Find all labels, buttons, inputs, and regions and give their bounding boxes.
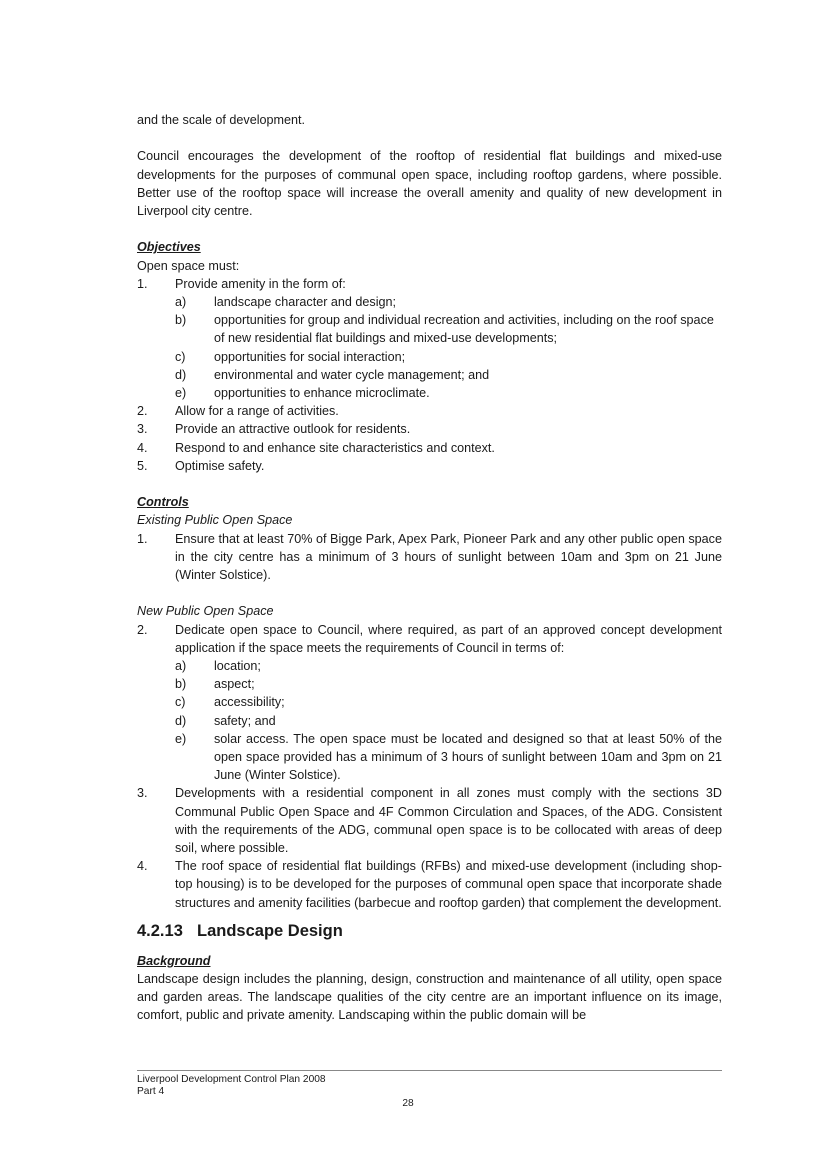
subitem-letter: c) (175, 695, 186, 710)
objective-item (137, 457, 722, 475)
item-number: 4. (137, 440, 148, 455)
footer-document-title: Liverpool Development Control Plan 2008 (137, 1074, 326, 1085)
subitem-text: solar access. The open space must be located and designed so that at least 50% of the open space provided has a minimum of 3 hours of sunlight between 10am and 3pm on 21 June (Winter Solstice). (214, 731, 722, 783)
item-text: Ensure that at least 70% of Bigge Park, Apex Park, Pioneer Park and any other public open space in the city centre has a minimum of 3 hours of sunlight between 10am and 3pm on 21 June (Winter Solstice). (175, 531, 722, 583)
item-text: Dedicate open space to Council, where required, as part of an approved concept development application if the space meets the requirements of Council in terms of: (175, 622, 722, 655)
subitem-letter: a) (175, 295, 187, 309)
objective-item (137, 275, 722, 293)
control-item (137, 784, 722, 857)
intro-line: and the scale of development. (137, 113, 306, 127)
item-text: Provide an attractive outlook for residents. (175, 422, 411, 437)
objective-item (137, 420, 722, 438)
background-heading: Background (137, 953, 211, 968)
control-subitem (137, 730, 722, 785)
subitem-text: location; (214, 659, 261, 674)
item-number: 3. (137, 786, 148, 801)
control-item (137, 621, 722, 657)
subitem-text: opportunities for group and individual recreation and activities, including on the roof space of new residential flat buildings and mixed-use developments; (214, 313, 714, 346)
section-heading (137, 920, 722, 942)
subitem-letter: e) (175, 386, 187, 401)
item-text: Developments with a residential component in all zones must comply with the sections 3D Communal Public Open Space and 4F Common Circulation and Spaces, of the ADG. Consistent with the requirements of the ADG, communal open space is to be collocated with areas of deep soil, where possible. (175, 786, 722, 856)
control-subitem (137, 657, 722, 675)
objective-subitem (137, 384, 722, 402)
subitem-letter: e) (175, 731, 187, 746)
item-number: 1. (137, 531, 148, 546)
objectives-heading: Objectives (137, 240, 201, 255)
objective-item (137, 439, 722, 457)
controls-heading: Controls (137, 495, 189, 510)
footer-part: Part 4 (137, 1086, 165, 1097)
control-item (137, 857, 722, 912)
subitem-letter: c) (175, 349, 186, 364)
item-number: 3. (137, 422, 148, 437)
subitem-letter: d) (175, 367, 187, 382)
subitem-text: aspect; (214, 677, 255, 692)
subitem-letter: b) (175, 313, 187, 328)
subitem-text: opportunities to enhance microclimate. (214, 386, 430, 401)
item-text: Optimise safety. (175, 458, 265, 473)
subitem-letter: a) (175, 659, 187, 674)
control-subitem (137, 712, 722, 730)
objective-subitem (137, 293, 722, 311)
objectives-lead: Open space must: (137, 258, 240, 273)
control-subitem (137, 693, 722, 711)
existing-space-subheading: Existing Public Open Space (137, 513, 293, 528)
objective-subitem (137, 348, 722, 366)
item-number: 2. (137, 404, 148, 419)
subitem-text: safety; and (214, 713, 276, 728)
background-paragraph: Landscape design includes the planning, design, construction and maintenance of all utility, open space and garden areas. The landscape qualities of the city centre are an important influence on its image, comfort, public and private amenity. Landscaping within the public domain will be (137, 972, 722, 1023)
item-text: Provide amenity in the form of: (175, 276, 346, 291)
intro-paragraph: Council encourages the development of the rooftop of residential flat buildings and mixed-use developments for the purposes of communal open space, including rooftop gardens, where possible. Better use of the rooftop space will increase the overall amenity and quality of new development in Liverpool city centre. (137, 149, 722, 218)
item-number: 4. (137, 859, 148, 874)
control-item (137, 530, 722, 585)
objective-item (137, 402, 722, 420)
section-number: 4.2.13 (137, 921, 183, 940)
item-number: 1. (137, 276, 148, 291)
subitem-text: landscape character and design; (214, 295, 397, 309)
page-content (137, 111, 722, 1025)
subitem-text: environmental and water cycle management; and (214, 367, 490, 382)
section-title: Landscape Design (197, 921, 343, 940)
page-number: 28 (402, 1098, 414, 1109)
item-text: Respond to and enhance site characteristics and context. (175, 440, 495, 455)
control-subitem (137, 675, 722, 693)
item-number: 5. (137, 458, 148, 473)
objective-subitem (137, 311, 722, 347)
item-text: Allow for a range of activities. (175, 404, 339, 419)
subitem-letter: d) (175, 713, 187, 728)
subitem-letter: b) (175, 677, 187, 692)
item-number: 2. (137, 622, 148, 637)
new-space-subheading: New Public Open Space (137, 604, 274, 619)
objective-subitem (137, 366, 722, 384)
item-text: The roof space of residential flat buildings (RFBs) and mixed-use development (including shop-top housing) is to be developed for the purposes of communal open space that incorporate shade structures and amenity facilities (barbecue and rooftop garden) that complement the development. (175, 859, 722, 910)
subitem-text: accessibility; (214, 695, 285, 710)
subitem-text: opportunities for social interaction; (214, 349, 406, 364)
page-footer (137, 1070, 722, 1098)
